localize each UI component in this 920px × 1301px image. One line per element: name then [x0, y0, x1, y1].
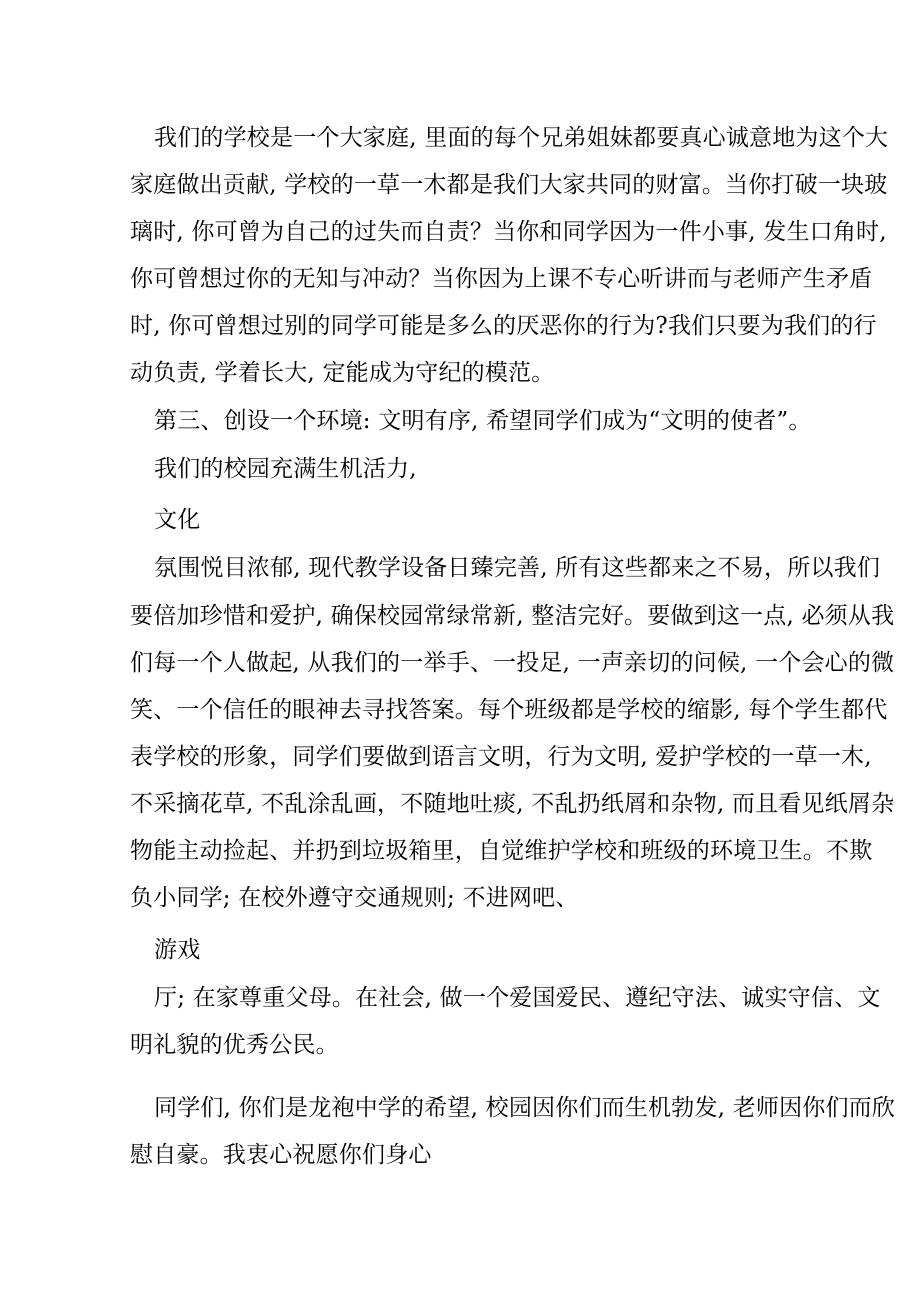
- paragraph-5-line-7: 物能主动捡起、并扔到垃圾箱里，自觉维护学校和班级的环境卫生。不欺: [130, 838, 873, 864]
- paragraph-2-line-1: 第三、创设一个环境: 文明有序, 希望同学们成为“文明的使者”。: [154, 408, 812, 434]
- paragraph-1-line-2: 家庭做出贡献, 学校的一草一木都是我们大家共同的财富。当你打破一块玻: [130, 172, 888, 198]
- paragraph-7-line-1: 厅; 在家尊重父母。在社会, 做一个爱国爱民、遵纪守法、诚实守信、文: [154, 985, 881, 1011]
- paragraph-5-line-3: 们每一个人做起, 从我们的一举手、一投足, 一声亲切的问候, 一个会心的微: [130, 650, 895, 676]
- paragraph-1-line-6: 动负责, 学着长大, 定能成为守纪的模范。: [130, 360, 555, 386]
- paragraph-8-line-2: 慰自豪。我衷心祝愿你们身心: [130, 1142, 432, 1168]
- paragraph-1-line-3: 璃时, 你可曾为自己的过失而自责？当你和同学因为一件小事, 发生口角时,: [130, 219, 887, 245]
- paragraph-3-line-1: 我们的校园充满生机活力,: [154, 456, 417, 482]
- paragraph-1-line-5: 时, 你可曾想过别的同学可能是多么的厌恶你的行为?我们只要为我们的行: [130, 313, 877, 339]
- paragraph-4-line-1: 文化: [154, 507, 201, 533]
- paragraph-6-line-1: 游戏: [154, 937, 201, 963]
- paragraph-5-line-1: 氛围悦目浓郁, 现代教学设备日臻完善, 所有这些都来之不易，所以我们: [154, 555, 881, 581]
- paragraph-5-line-5: 表学校的形象，同学们要做到语言文明，行为文明, 爱护学校的一草一木,: [130, 744, 872, 770]
- paragraph-8-line-1: 同学们, 你们是龙袍中学的希望, 校园因你们而生机勃发, 老师因你们而欣: [154, 1095, 896, 1121]
- paragraph-1-line-4: 你可曾想过你的无知与冲动？当你因为上课不专心听讲而与老师产生矛盾: [130, 266, 873, 292]
- paragraph-5-line-6: 不采摘花草, 不乱涂乱画，不随地吐痰, 不乱扔纸屑和杂物, 而且看见纸屑杂: [130, 791, 895, 817]
- paragraph-7-line-2: 明礼貌的优秀公民。: [130, 1032, 339, 1058]
- paragraph-1-line-1: 我们的学校是一个大家庭, 里面的每个兄弟姐妹都要真心诚意地为这个大: [154, 125, 889, 151]
- paragraph-5-line-2: 要倍加珍惜和爱护, 确保校园常绿常新, 整洁完好。要做到这一点, 必须从我: [130, 603, 895, 629]
- paragraph-5-line-4: 笑、一个信任的眼神去寻找答案。每个班级都是学校的缩影, 每个学生都代: [130, 697, 888, 723]
- paragraph-5-line-8: 负小同学; 在校外遵守交通规则; 不进网吧、: [130, 885, 579, 911]
